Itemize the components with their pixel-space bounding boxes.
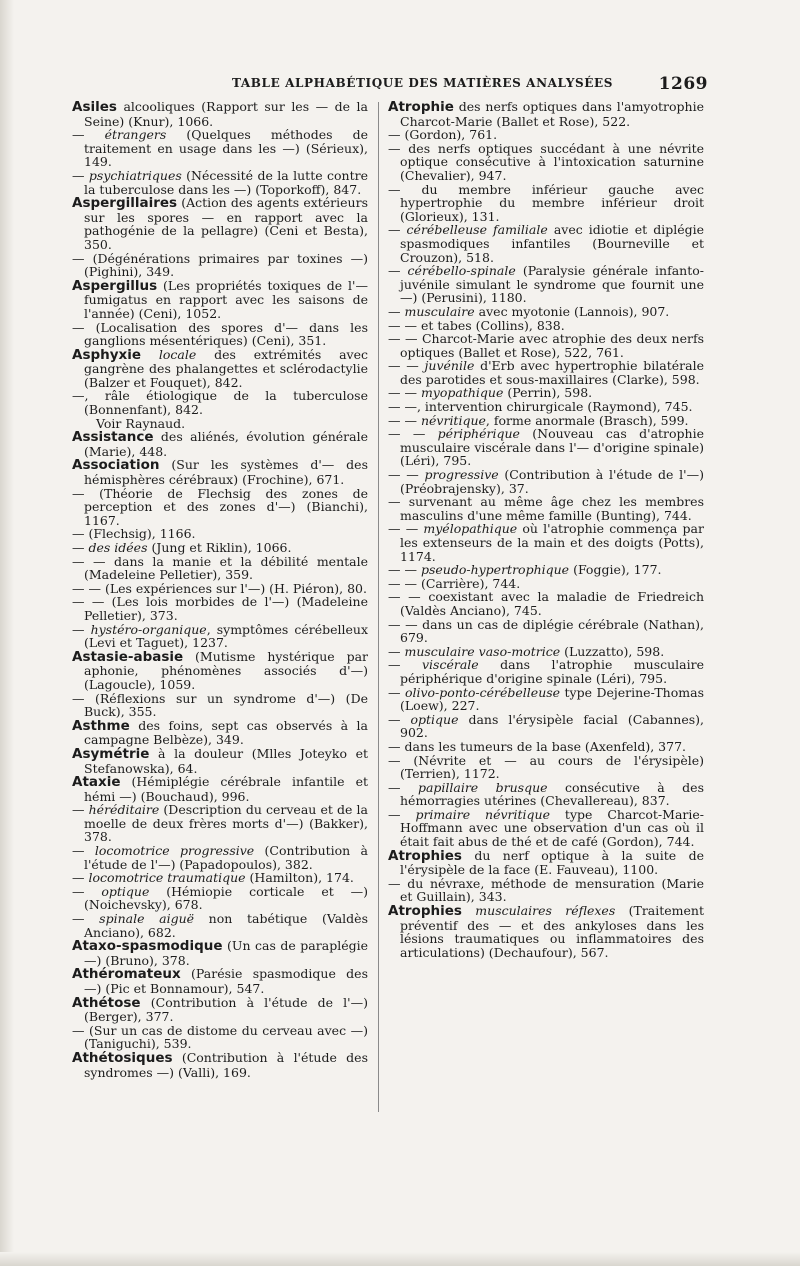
index-keyword: Astasie-abasie bbox=[72, 648, 184, 665]
index-entry bbox=[72, 196, 368, 251]
index-subterm: périphérique bbox=[437, 426, 520, 442]
index-entry-text: (Action des agents extérieurs sur les spores — en rapport avec la pathogénie de la pellagre) (Ceni et Besta), 350. bbox=[84, 195, 368, 252]
index-entry-text: (Mutisme hystérique par aphonie, phénomènes associés d'—) (Lagoucle), 1059. bbox=[84, 648, 368, 692]
index-dash: — bbox=[72, 526, 89, 542]
index-entry-text: (Hamilton), 174. bbox=[245, 870, 354, 886]
index-keyword: Asiles bbox=[72, 99, 117, 115]
index-entry bbox=[388, 686, 704, 713]
index-entry-text: (Flechsig), 1166. bbox=[88, 526, 196, 542]
index-entry-text: (Contribution à l'étude de l'—) (Berger), 377. bbox=[84, 994, 368, 1025]
index-entry bbox=[72, 321, 368, 348]
index-entry-text: avec myotonie (Lannois), 907. bbox=[474, 303, 670, 319]
index-dash: — bbox=[388, 657, 422, 673]
index-entry-text: du névraxe, méthode de mensuration (Marie et Guillain), 343. bbox=[400, 875, 704, 905]
index-entry bbox=[72, 775, 368, 803]
index-entry-text: (Réflexions sur un syndrome d'—) (De Buck), 355. bbox=[84, 690, 368, 720]
index-entry bbox=[72, 844, 368, 871]
index-entry-text: Charcot-Marie avec atrophie des deux nerfs optiques (Ballet et Rose), 522, 761. bbox=[400, 331, 704, 360]
index-entry-text: des nerfs optiques dans l'amyotrophie Charcot-Marie (Ballet et Rose), 522. bbox=[400, 99, 704, 129]
index-dash: — bbox=[72, 883, 102, 899]
index-subterm: juvénile bbox=[424, 358, 475, 374]
index-entry bbox=[388, 305, 704, 319]
index-entry-text: (Contribution à l'étude de l'—) (Préobrajensky), 37. bbox=[400, 467, 704, 496]
index-subterm: musculaires réflexes bbox=[461, 903, 616, 919]
index-dash: — bbox=[388, 222, 407, 238]
index-entry bbox=[72, 1024, 368, 1051]
index-cross-reference: Voir Raynaud. bbox=[96, 415, 186, 431]
index-entry bbox=[388, 128, 704, 142]
index-dash: — — bbox=[72, 594, 112, 610]
index-keyword: Atrophies bbox=[388, 847, 462, 864]
index-keyword: Aspergillus bbox=[72, 277, 158, 294]
index-dash: — bbox=[72, 540, 89, 555]
index-entry bbox=[72, 430, 368, 458]
index-entry-text: (Quelques méthodes de traitement en usage dans les —) (Sérieux), 149. bbox=[84, 127, 368, 170]
index-entry-text: (Contribution à l'étude des syndromes —) (Valli), 169. bbox=[84, 1049, 368, 1080]
index-entry bbox=[388, 808, 704, 849]
index-entry-text: (Névrite et — au cours de l'érysipèle) (Terrien), 1172. bbox=[400, 752, 704, 782]
index-column-right bbox=[388, 100, 704, 959]
index-entry bbox=[72, 1051, 368, 1079]
index-entry-text: dans l'atrophie musculaire périphérique d'origine spinale (Léri), 795. bbox=[400, 657, 705, 686]
index-dash: — — bbox=[388, 331, 422, 347]
index-dash: — — bbox=[388, 467, 425, 483]
index-entry bbox=[388, 414, 704, 428]
page-edge-shadow-bottom bbox=[0, 1252, 800, 1266]
index-entry bbox=[72, 747, 368, 775]
index-entry bbox=[72, 582, 368, 596]
index-entry-text: (Les propriétés toxiques de l'— fumigatus en rapport avec les saisons de l'année) (Ceni), 1052. bbox=[84, 277, 368, 321]
index-entry bbox=[72, 912, 368, 939]
index-entry bbox=[72, 650, 368, 692]
index-dash: — bbox=[388, 711, 411, 727]
index-entry-text: (Un cas de paraplégie —) (Bruno), 378. bbox=[84, 938, 368, 968]
index-subterm: papillaire brusque bbox=[417, 779, 548, 795]
running-title: TABLE ALPHABÉTIQUE DES MATIÈRES ANALYSÉES bbox=[232, 76, 614, 90]
index-entry-text: , forme anormale (Brasch), 599. bbox=[485, 412, 689, 428]
index-entry bbox=[72, 996, 368, 1024]
index-entry bbox=[72, 279, 368, 321]
index-dash: — bbox=[72, 870, 89, 886]
index-entry-text: (Nécessité de la lutte contre la tuberculose dans les —) (Toporkoff), 847. bbox=[84, 167, 368, 197]
index-entry bbox=[388, 223, 704, 264]
index-entry bbox=[72, 128, 368, 169]
index-dash: — bbox=[388, 684, 405, 700]
index-subterm: optique bbox=[101, 883, 150, 899]
index-entry bbox=[388, 577, 704, 591]
index-entry bbox=[72, 389, 368, 416]
index-entry-text: , symptômes cérébelleux (Levi et Taguet), 1237. bbox=[84, 621, 368, 651]
index-dash: — — bbox=[388, 575, 421, 591]
index-entry-text: intervention chirurgicale (Raymond), 745. bbox=[424, 399, 693, 415]
index-keyword: Asphyxie bbox=[72, 346, 142, 363]
index-entry-text: (Contribution à l'étude de l'—) (Papadopoulos), 382. bbox=[84, 843, 369, 872]
index-subterm: psychiatriques bbox=[88, 167, 182, 183]
index-subterm: primaire névritique bbox=[415, 806, 550, 822]
index-entry-text: type Charcot-Marie-Hoffmann avec une observation d'un cas où il était fait abus de thé et de café (Gordon), 744. bbox=[400, 806, 704, 850]
index-entry-text: (Traitement préventif des — et des ankyloses dans les lésions traumatiques ou inflammatoires des articulations) (Dechaufour), 567. bbox=[400, 903, 704, 960]
index-dash: — bbox=[72, 621, 91, 637]
index-subterm: myopathique bbox=[420, 385, 504, 401]
index-subterm: cérébelleuse familiale bbox=[406, 222, 548, 238]
index-entry-text: des extrémités avec gangrène des phalangettes et sclérodactylie (Balzer et Fouquet), 842. bbox=[84, 346, 368, 390]
index-entry bbox=[388, 332, 704, 359]
index-entry bbox=[388, 618, 704, 645]
index-entry bbox=[72, 169, 368, 196]
index-subterm: olivo-ponto-cérébelleuse bbox=[404, 684, 561, 700]
index-dash: — bbox=[388, 263, 408, 279]
index-entry-text: (Jung et Riklin), 1066. bbox=[147, 540, 292, 555]
index-entry bbox=[388, 183, 704, 224]
index-entry-text: (Sur les systèmes d'— des hémisphères cérébraux) (Frochine), 671. bbox=[84, 457, 368, 488]
index-entry-text: dans les tumeurs de la base (Axenfeld), 377. bbox=[404, 738, 687, 754]
index-entry-text: où l'atrophie commença par les extenseurs de la main et des doigts (Potts), 1174. bbox=[400, 521, 704, 564]
index-entry bbox=[388, 468, 704, 495]
index-subterm: musculaire bbox=[404, 303, 475, 319]
index-dash: — bbox=[388, 303, 405, 319]
index-subterm: des idées bbox=[88, 540, 148, 555]
index-entry-text: (Paralysie générale infanto-juvénile simulant le syndrome que fournit une —) (Perusini), 1180. bbox=[400, 263, 704, 306]
index-entry bbox=[388, 563, 704, 577]
index-keyword: Athétosiques bbox=[72, 1049, 173, 1066]
index-dash: — bbox=[388, 738, 405, 754]
index-keyword: Association bbox=[72, 457, 160, 474]
index-subterm: locomotrice progressive bbox=[94, 843, 255, 859]
index-entry-text: (Hémiopie corticale et —) (Noichevsky), 678. bbox=[84, 883, 368, 913]
index-dash: — bbox=[388, 494, 409, 510]
index-dash: — bbox=[388, 140, 409, 156]
index-entry-text: consécutive à des hémorragies utérines (Chevallereau), 837. bbox=[400, 779, 704, 809]
index-entry bbox=[72, 527, 368, 541]
index-entry bbox=[72, 871, 368, 885]
index-entry bbox=[388, 359, 704, 386]
index-entry-text: (Description du cerveau et de la moelle de deux frères morts d'—) (Bakker), 378. bbox=[84, 802, 368, 845]
index-subterm: locale bbox=[141, 346, 197, 362]
index-entry-text: (Sur un cas de distome du cerveau avec —) (Taniguchi), 539. bbox=[84, 1022, 368, 1052]
index-entry bbox=[72, 252, 368, 279]
index-entry bbox=[72, 623, 368, 650]
index-keyword: Assistance bbox=[72, 429, 154, 446]
index-subterm: optique bbox=[410, 711, 459, 727]
index-dash: — —, bbox=[388, 399, 425, 415]
index-entry-text: (Dégénérations primaires par toxines —) (Pighini), 349. bbox=[84, 250, 368, 280]
index-entry bbox=[388, 495, 704, 522]
index-dash: —, bbox=[72, 388, 105, 404]
index-dash: — — bbox=[388, 616, 423, 632]
index-entry bbox=[388, 904, 704, 959]
index-entry-text: (Parésie spasmodique des —) (Pic et Bonnamour), 547. bbox=[84, 966, 368, 996]
index-entry bbox=[388, 781, 704, 808]
index-entry-text: avec idiotie et diplégie spasmodiques infantiles (Bourneville et Crouzon), 518. bbox=[400, 222, 704, 265]
index-entry bbox=[72, 803, 368, 844]
index-entry bbox=[388, 400, 704, 414]
index-dash: — — bbox=[388, 562, 421, 578]
page-number: 1269 bbox=[658, 74, 708, 94]
index-dash: — — bbox=[388, 358, 425, 374]
index-keyword: Asthme bbox=[72, 717, 130, 734]
index-entry bbox=[388, 100, 704, 128]
index-dash: — bbox=[72, 802, 89, 818]
index-entry-text: et tabes (Collins), 838. bbox=[420, 317, 565, 333]
index-subterm: viscérale bbox=[421, 657, 479, 673]
index-entry-text: (Localisation des spores d'— dans les ganglions mésentériques) (Ceni), 351. bbox=[84, 319, 368, 349]
index-subterm: pseudo-hypertrophique bbox=[420, 562, 570, 578]
index-entry bbox=[72, 100, 368, 128]
index-subterm: musculaire vaso-motrice bbox=[404, 643, 561, 659]
index-keyword: Atrophie bbox=[388, 99, 454, 115]
index-entry bbox=[72, 692, 368, 719]
index-subterm: spinale aiguë bbox=[99, 911, 195, 927]
index-keyword: Athétose bbox=[72, 994, 141, 1011]
index-entry-text: du membre inférieur gauche avec hypertrophie du membre inférieur droit (Glorieux), 131. bbox=[400, 181, 704, 224]
index-subterm: héréditaire bbox=[88, 802, 160, 818]
index-keyword: Athéromateux bbox=[72, 966, 181, 983]
index-entry-text: (Carrière), 744. bbox=[420, 575, 521, 591]
index-entry bbox=[388, 142, 704, 183]
index-entry-text: (Les lois morbides de l'—) (Madeleine Pelletier), 373. bbox=[84, 594, 368, 623]
index-entry-text: (Nouveau cas d'atrophie musculaire viscérale dans l'— d'origine spinale) (Léri), 795. bbox=[400, 426, 704, 469]
index-entry-text: dans l'érysipèle facial (Cabannes), 902. bbox=[400, 711, 704, 741]
index-keyword: Aspergillaires bbox=[72, 195, 178, 212]
index-entry-text: (Les expériences sur l'—) (H. Piéron), 80. bbox=[104, 580, 367, 596]
index-entry-text: type Dejerine-Thomas (Loew), 227. bbox=[400, 684, 704, 714]
index-subterm: myélopathique bbox=[423, 521, 518, 537]
index-entry bbox=[72, 595, 368, 622]
index-subterm: étrangers bbox=[104, 127, 167, 143]
index-dash: — bbox=[72, 485, 100, 501]
index-dash: — — bbox=[72, 580, 105, 596]
index-entry-text: des foins, sept cas observés à la campagne Belbèze), 349. bbox=[84, 717, 368, 748]
index-dash: — bbox=[388, 806, 416, 822]
index-entry-text: (Gordon), 761. bbox=[404, 127, 498, 143]
index-entry bbox=[72, 458, 368, 486]
index-keyword: Ataxie bbox=[72, 774, 121, 791]
index-entry-text: (Hémiplégie cérébrale infantile et hémi —) (Bouchaud), 996. bbox=[84, 774, 368, 804]
index-entry bbox=[388, 386, 704, 400]
index-entry bbox=[72, 555, 368, 582]
index-dash: — bbox=[388, 643, 405, 659]
index-dash: — bbox=[72, 1022, 90, 1038]
index-dash: — bbox=[388, 127, 405, 143]
index-dash: — — bbox=[388, 521, 424, 537]
index-entry bbox=[72, 939, 368, 967]
index-entry-text: dans un cas de diplégie cérébrale (Nathan), 679. bbox=[400, 616, 704, 646]
index-entry bbox=[72, 487, 368, 528]
index-entry-text: dans la manie et la débilité mentale (Madeleine Pelletier), 359. bbox=[84, 553, 368, 583]
index-entry bbox=[388, 658, 704, 685]
index-dash: — bbox=[72, 319, 96, 335]
index-entry bbox=[72, 348, 368, 390]
index-keyword: Asymétrie bbox=[72, 745, 150, 762]
index-dash: — — bbox=[388, 317, 421, 333]
index-entry-text: coexistant avec la maladie de Friedreich (Valdès Anciano), 745. bbox=[400, 589, 704, 618]
index-dash: — bbox=[388, 181, 422, 197]
index-entry bbox=[388, 264, 704, 305]
index-entry-text: (Foggie), 177. bbox=[569, 562, 662, 578]
index-dash: — bbox=[388, 779, 418, 795]
index-dash: — bbox=[72, 250, 93, 266]
index-entry bbox=[72, 719, 368, 747]
index-dash: — bbox=[72, 127, 105, 143]
index-subterm: névritique bbox=[420, 412, 486, 428]
index-entry bbox=[388, 427, 704, 468]
index-entry-text: (Théorie de Flechsig des zones de perception et des zones d'—) (Bianchi), 1167. bbox=[84, 485, 368, 528]
index-entry bbox=[72, 885, 368, 912]
index-entry bbox=[388, 590, 704, 617]
index-dash: — — bbox=[388, 412, 421, 428]
index-dash: — — bbox=[72, 553, 115, 569]
index-subterm: locomotrice traumatique bbox=[88, 870, 246, 886]
index-dash: — — bbox=[388, 426, 438, 442]
index-dash: — — bbox=[388, 385, 421, 401]
column-divider bbox=[378, 102, 379, 1112]
index-entry-text: (Luzzatto), 598. bbox=[560, 643, 665, 659]
index-entry bbox=[388, 849, 704, 877]
index-dash: — bbox=[72, 911, 100, 927]
index-dash: — bbox=[388, 752, 414, 768]
index-entry-text: du nerf optique à la suite de l'érysipèle de la face (E. Fauveau), 1100. bbox=[400, 847, 704, 878]
index-entry bbox=[388, 877, 704, 904]
index-entry-text: d'Erb avec hypertrophie bilatérale des parotides et sous-maxillaires (Clarke), 598. bbox=[400, 358, 704, 387]
index-entry-text: survenant au même âge chez les membres masculins d'une même famille (Bunting), 744. bbox=[400, 494, 704, 523]
index-entry-text: des aliénés, évolution générale (Marie), 448. bbox=[84, 429, 368, 459]
index-entry-text: non tabétique (Valdès Anciano), 682. bbox=[84, 911, 368, 940]
index-subterm: hystéro-organique bbox=[90, 621, 207, 637]
page-edge-shadow-left bbox=[0, 0, 14, 1266]
index-entry bbox=[388, 645, 704, 659]
index-entry bbox=[388, 713, 704, 740]
index-entry-text: alcooliques (Rapport sur les — de la Seine) (Knur), 1066. bbox=[84, 99, 368, 129]
index-dash: — — bbox=[388, 589, 429, 605]
index-keyword: Atrophies bbox=[388, 903, 462, 920]
index-entry bbox=[388, 319, 704, 333]
index-entry bbox=[388, 740, 704, 754]
index-subterm: progressive bbox=[424, 467, 499, 483]
index-entry bbox=[72, 541, 368, 555]
index-entry-text: (Perrin), 598. bbox=[503, 385, 593, 401]
index-dash: — bbox=[72, 167, 89, 183]
index-entry-text: des nerfs optiques succédant à une névrite optique consécutive à l'intoxication saturnine (Chevalier), 947. bbox=[400, 140, 704, 183]
index-subterm: cérébello-spinale bbox=[407, 263, 516, 279]
index-dash: — bbox=[72, 690, 96, 706]
index-entry-text: râle étiologique de la tuberculose (Bonnenfant), 842. bbox=[84, 388, 368, 418]
index-entry-text: à la douleur (Mlles Joteyko et Stefanowska), 64. bbox=[84, 745, 368, 776]
index-entry bbox=[72, 967, 368, 995]
index-dash: — bbox=[72, 843, 95, 859]
index-entry bbox=[388, 754, 704, 781]
index-entry bbox=[388, 522, 704, 563]
index-keyword: Ataxo-spasmodique bbox=[72, 938, 223, 955]
index-column-left bbox=[72, 100, 368, 1079]
index-dash: — bbox=[388, 875, 408, 891]
